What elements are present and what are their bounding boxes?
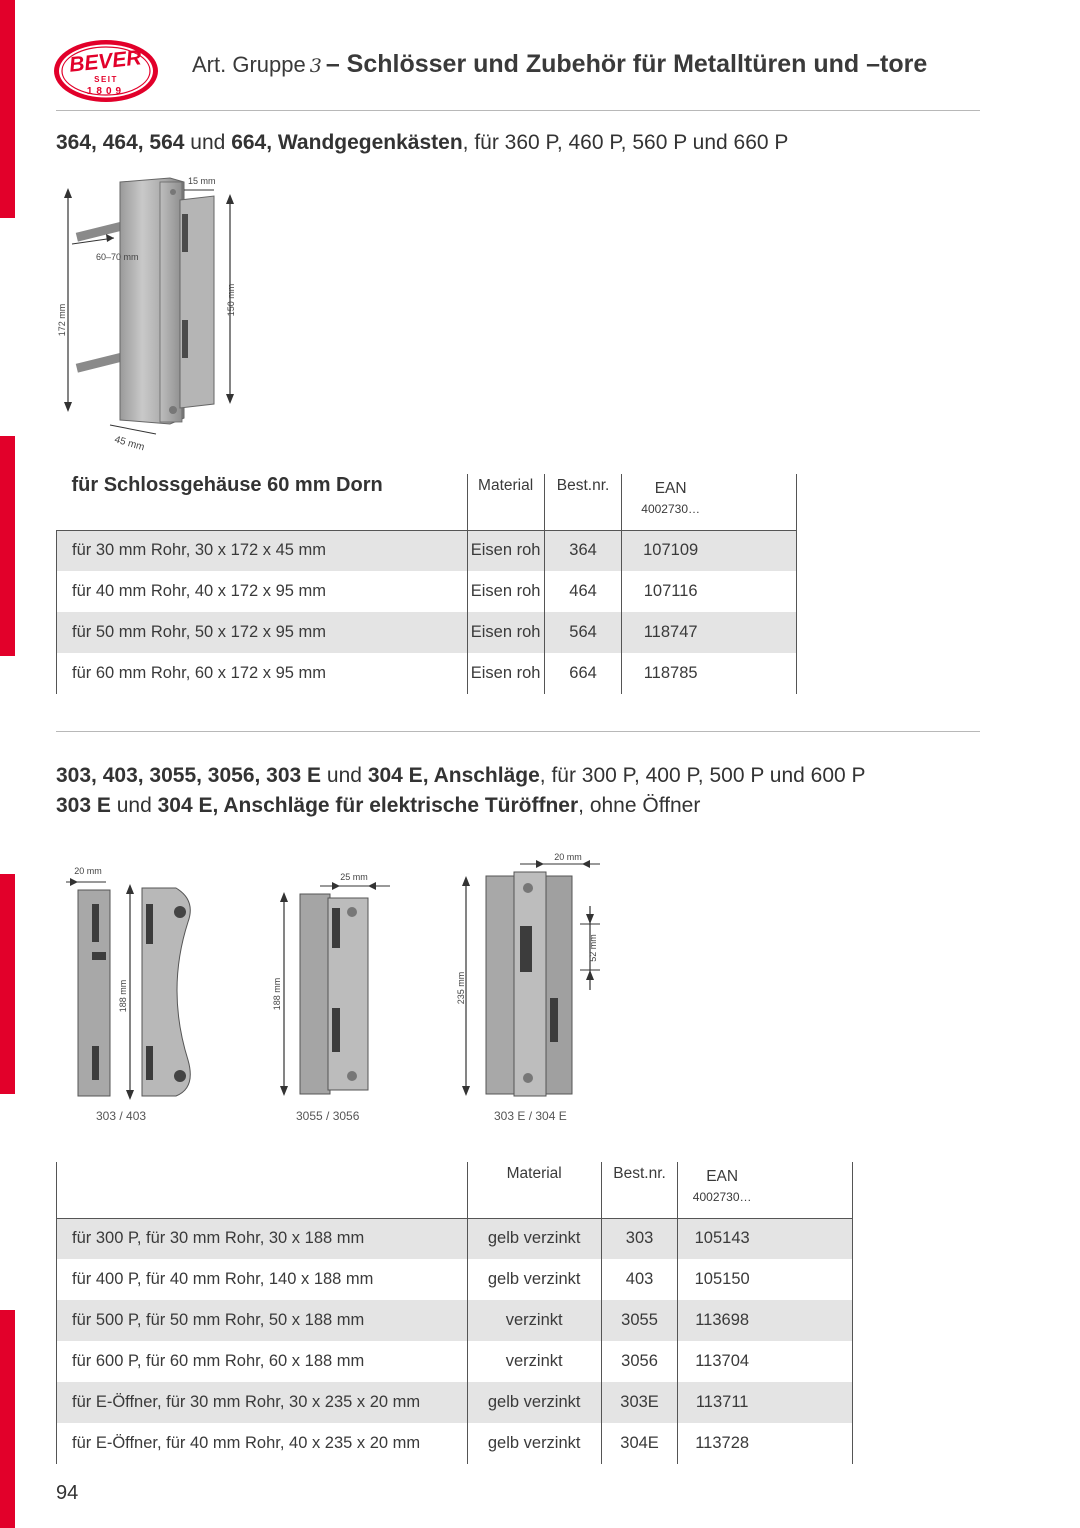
edge-tab [0,0,15,218]
section1-title: 364, 464, 564 und 664, Wandgegenkästen, für 360 P, 460 P, 560 P und 660 P [56,131,789,154]
wandgegenkasten-figure [52,170,262,455]
svg-text:172 mm: 172 mm [57,303,67,337]
figure-caption: 3055 / 3056 [296,1109,360,1123]
bever-logo [52,38,160,104]
svg-text:60–70 mm: 60–70 mm [96,252,139,262]
table-row: für E-Öffner, für 40 mm Rohr, 40 x 235 x 20 mm gelb verzinkt 304E 113728 [57,1423,853,1464]
svg-text:20 mm: 20 mm [554,852,582,862]
col-bestnr: Best.nr. [544,474,622,530]
table-row: für 50 mm Rohr, 50 x 172 x 95 mm Eisen roh 564 118747 [57,612,797,653]
table-row: für E-Öffner, für 30 mm Rohr, 30 x 235 x 20 mm gelb verzinkt 303E 113711 [57,1382,853,1423]
edge-tab [0,436,15,656]
svg-text:25 mm: 25 mm [340,872,368,882]
section2-title-line1: 303, 403, 3055, 3056, 303 E und 304 E, Anschläge, für 300 P, 400 P, 500 P und 600 P [56,764,866,787]
table-header-row [57,1162,853,1218]
col-ean: EAN 4002730… [622,474,719,530]
table-row: für 400 P, für 40 mm Rohr, 140 x 188 mm gelb verzinkt 403 105150 [57,1259,853,1300]
col-ean: EAN 4002730… [678,1162,766,1218]
table-row: für 60 mm Rohr, 60 x 172 x 95 mm Eisen roh 664 118785 [57,653,797,694]
header-group-number: 3 [309,55,322,77]
figure-caption: 303 E / 304 E [494,1109,567,1123]
edge-tab [0,1310,15,1528]
table-row: für 40 mm Rohr, 40 x 172 x 95 mm Eisen roh 464 107116 [57,571,797,612]
logo-brand: BEVER [68,46,143,77]
logo-seit: SEIT [94,75,118,84]
table-row: für 500 P, für 50 mm Rohr, 50 x 188 mm verzinkt 3055 113698 [57,1300,853,1341]
svg-text:15 mm: 15 mm [188,176,216,186]
section-divider [56,731,980,732]
table-row: für 600 P, für 60 mm Rohr, 60 x 188 mm verzinkt 3056 113704 [57,1341,853,1382]
svg-text:52 mm: 52 mm [588,934,598,962]
header-title-text: – Schlösser und Zubehör für Metalltüren und –tore [325,50,928,78]
table-header-row [57,474,797,530]
table-row: für 30 mm Rohr, 30 x 172 x 45 mm Eisen roh 364 107109 [57,530,797,571]
anschlag-303e-304e-figure [450,848,620,1100]
edge-tab [0,874,15,1094]
svg-text:235 mm: 235 mm [456,971,466,1005]
section2-product-table [56,1162,853,1464]
col-material: Material [467,474,544,530]
anschlag-3055-3056-figure [260,868,400,1100]
svg-text:150 mm: 150 mm [226,283,236,317]
table-row: für 300 P, für 30 mm Rohr, 30 x 188 mm gelb verzinkt 303 105143 [57,1218,853,1259]
svg-text:188 mm: 188 mm [272,977,282,1011]
svg-text:188 mm: 188 mm [118,979,128,1013]
header-prefix: Art. Gruppe [192,52,306,77]
table-heading: für Schlossgehäuse 60 mm Dorn [57,474,468,530]
col-bestnr: Best.nr. [601,1162,678,1218]
page-header-title [192,50,927,79]
col-material: Material [467,1162,601,1218]
figure-caption: 303 / 403 [96,1109,147,1123]
section2-title-line2: 303 E und 304 E, Anschläge für elektrische Türöffner, ohne Öffner [56,794,701,817]
svg-text:20 mm: 20 mm [74,866,102,876]
anschlag-303-403-figure [56,860,206,1100]
header-divider [56,110,980,111]
logo-year: 1809 [86,86,126,97]
page-number: 94 [56,1482,79,1504]
svg-text:45 mm: 45 mm [113,434,146,454]
section1-product-table [56,474,797,694]
